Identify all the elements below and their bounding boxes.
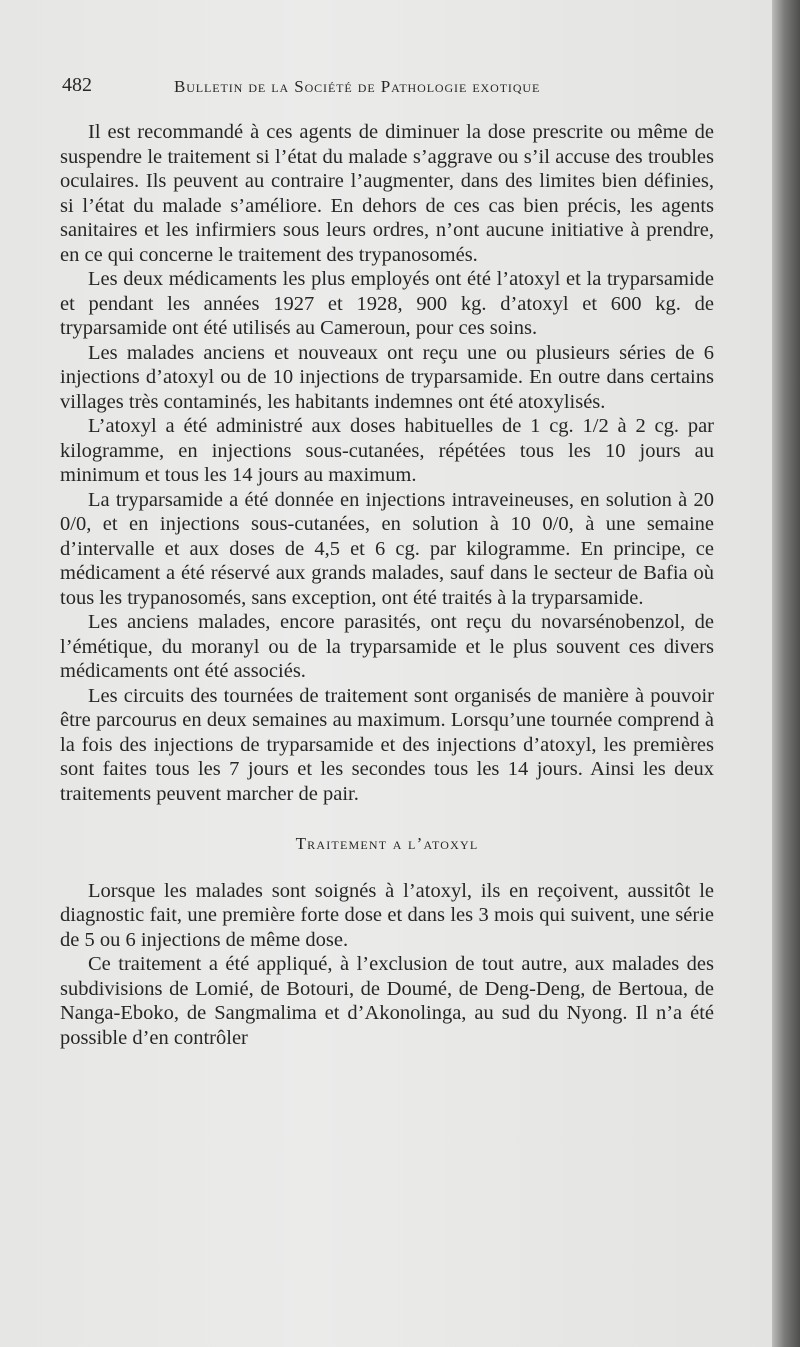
page-edge-shadow <box>772 0 800 1347</box>
section-heading: Traitement a l’atoxyl <box>295 834 479 853</box>
paragraph: L’atoxyl a été administré aux doses habituelles de 1 cg. 1/2 à 2 cg. par kilogramme, en injections sous-cutanées, répétées tous les 10 jours au minimum et tous les 14 jours au maximum. <box>60 415 714 486</box>
paragraph: Les deux médicaments les plus employés ont été l’atoxyl et la tryparsamide et pendant les années 1927 et 1928, 900 kg. d’atoxyl et 600 kg. de tryparsamide ont été utilisés au Cameroun, pour ces soins. <box>60 268 714 339</box>
paragraph: Les anciens malades, encore parasités, ont reçu du novarsénobenzol, de l’émétique, du moranyl ou de la tryparsamide et le plus souvent ces divers médicaments ont été associés. <box>60 611 714 682</box>
page-header <box>62 74 712 104</box>
paragraph: La tryparsamide a été donnée en injections intraveineuses, en solution à 20 0/0, et en injections sous-cutanées, en solution à 10 0/0, à une semaine d’intervalle et aux doses de 4,5 et 6 cg. par kilogramme. En principe, ce médicament a été réservé aux grands malades, sauf dans le secteur de Bafia où tous les trypanosomés, sans exception, ont été traités à la tryparsamide. <box>60 488 714 609</box>
running-title: Bulletin de la Société de Pathologie exotique <box>174 77 541 96</box>
paragraph: Ce traitement a été appliqué, à l’exclusion de tout autre, aux malades des subdivisions de Lomié, de Botouri, de Doumé, de Deng-Deng, de Bertoua, de Nanga-Eboko, de Sangmalima et d’Akonolinga, au sud du Nyong. Il n’a été possible d’en contrôler <box>60 953 714 1049</box>
paragraph: Les malades anciens et nouveaux ont reçu une ou plusieurs séries de 6 injections d’atoxyl ou de 10 injections de tryparsamide. En outre dans certains villages très contaminés, les habitants indemnes ont été atoxylisés. <box>60 341 714 413</box>
paragraph: Les circuits des tournées de traitement sont organisés de manière à pouvoir être parcourus en deux semaines au maximum. Lorsqu’une tournée comprend à la fois des injections de tryparsamide et des injections d’atoxyl, les premières sont faites tous les 7 jours et les secondes tous les 14 jours. Ainsi les deux traitements peuvent marcher de pair. <box>60 684 714 805</box>
page-number: 482 <box>62 74 92 96</box>
body-text <box>60 120 714 1050</box>
paragraph: Il est recommandé à ces agents de diminuer la dose prescrite ou même de suspendre le traitement si l’état du malade s’aggrave ou s’il accuse des troubles oculaires. Ils peuvent au contraire l’augmenter, dans des limites bien définies, si l’état du malade s’améliore. En dehors de ces cas bien précis, les agents sanitaires et les infirmiers sous leurs ordres, n’ont aucune initiative à prendre, en ce qui concerne le traitement des trypanosomés. <box>60 121 714 266</box>
paragraph: Lorsque les malades sont soignés à l’atoxyl, ils en reçoivent, aussitôt le diagnostic fait, une première forte dose et dans les 3 mois qui suivent, une série de 5 ou 6 injections de même dose. <box>60 879 714 951</box>
